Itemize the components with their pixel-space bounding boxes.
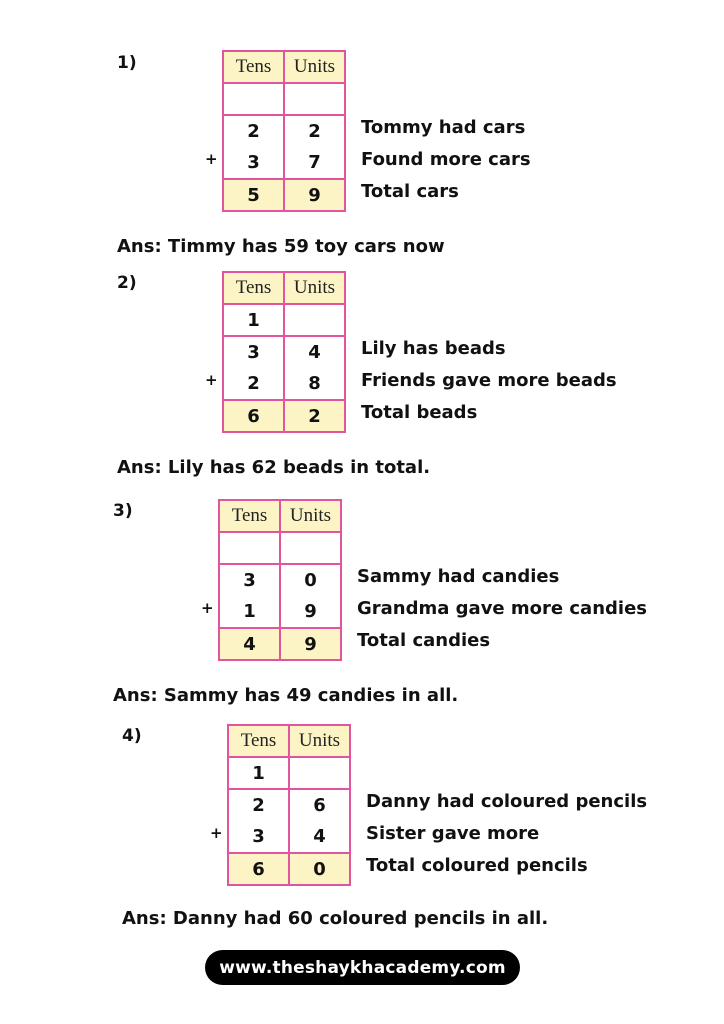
carry-tens: 1 <box>247 309 260 331</box>
place-value-table <box>227 724 351 886</box>
place-value-table <box>222 271 346 433</box>
tens-header: Tens <box>240 730 277 751</box>
units-column <box>283 116 344 178</box>
addend2-label: Friends gave more beads <box>361 370 617 391</box>
addend2-units: 4 <box>313 825 326 847</box>
addend1-label: Lily has beads <box>361 338 506 359</box>
header-row <box>224 52 344 82</box>
total-units: 2 <box>283 401 344 431</box>
units-header: Units <box>283 273 344 303</box>
header-row <box>224 273 344 303</box>
place-value-table <box>222 50 346 212</box>
addend1-tens: 2 <box>247 120 260 142</box>
total-tens: 4 <box>243 633 256 655</box>
plus-sign: + <box>205 150 218 168</box>
carry-row <box>224 303 344 335</box>
units-header: Units <box>288 726 349 756</box>
addend2-label: Found more cars <box>361 149 531 170</box>
carry-row <box>229 756 349 788</box>
addend2-label: Grandma gave more candies <box>357 598 647 619</box>
total-tens: 6 <box>252 858 265 880</box>
total-row <box>229 852 349 884</box>
place-value-table <box>218 499 342 661</box>
carry-units <box>283 84 344 114</box>
units-column <box>279 565 340 627</box>
addend1-tens: 2 <box>252 794 265 816</box>
answer-text: Ans: Lily has 62 beads in total. <box>117 457 431 478</box>
addends-row <box>224 335 344 399</box>
tens-column <box>224 116 283 178</box>
website-link[interactable]: www.theshaykhacademy.com <box>205 950 520 985</box>
answer-text: Ans: Danny had 60 coloured pencils in all. <box>122 908 549 929</box>
addends-row <box>224 114 344 178</box>
total-row <box>224 178 344 210</box>
carry-row <box>224 82 344 114</box>
total-label: Total cars <box>361 181 459 202</box>
carry-row <box>220 531 340 563</box>
addend2-units: 7 <box>308 151 321 173</box>
question-number: 1) <box>117 53 137 73</box>
addend1-label: Tommy had cars <box>361 117 526 138</box>
question-number: 4) <box>122 726 142 746</box>
carry-tens <box>224 84 283 114</box>
addends-row <box>220 563 340 627</box>
plus-sign: + <box>201 599 214 617</box>
addend1-units: 4 <box>308 341 321 363</box>
total-tens: 6 <box>247 405 260 427</box>
addend1-units: 0 <box>304 569 317 591</box>
total-label: Total candies <box>357 630 491 651</box>
addend2-units: 8 <box>308 372 321 394</box>
units-header: Units <box>283 52 344 82</box>
total-label: Total coloured pencils <box>366 855 588 876</box>
carry-tens <box>220 533 279 563</box>
addend1-tens: 3 <box>247 341 260 363</box>
addend2-tens: 1 <box>243 600 256 622</box>
addend1-tens: 3 <box>243 569 256 591</box>
addend2-tens: 2 <box>247 372 260 394</box>
tens-header: Tens <box>231 505 268 526</box>
carry-units <box>279 533 340 563</box>
total-row <box>224 399 344 431</box>
units-column <box>288 790 349 852</box>
addend2-tens: 3 <box>252 825 265 847</box>
tens-header: Tens <box>235 277 272 298</box>
addend1-units: 2 <box>308 120 321 142</box>
question-number: 3) <box>113 501 133 521</box>
plus-sign: + <box>205 371 218 389</box>
addend2-tens: 3 <box>247 151 260 173</box>
total-units: 9 <box>279 629 340 659</box>
addend1-label: Sammy had candies <box>357 566 560 587</box>
tens-header: Tens <box>235 56 272 77</box>
units-column <box>283 337 344 399</box>
header-row <box>229 726 349 756</box>
total-row <box>220 627 340 659</box>
tens-column <box>224 337 283 399</box>
addend2-label: Sister gave more <box>366 823 540 844</box>
total-units: 9 <box>283 180 344 210</box>
header-row <box>220 501 340 531</box>
total-label: Total beads <box>361 402 478 423</box>
tens-column <box>220 565 279 627</box>
total-tens: 5 <box>247 184 260 206</box>
carry-units <box>283 305 344 335</box>
units-header: Units <box>279 501 340 531</box>
plus-sign: + <box>210 824 223 842</box>
addends-row <box>229 788 349 852</box>
question-number: 2) <box>117 273 137 293</box>
tens-column <box>229 790 288 852</box>
addend2-units: 9 <box>304 600 317 622</box>
addend1-label: Danny had coloured pencils <box>366 791 648 812</box>
addend1-units: 6 <box>313 794 326 816</box>
answer-text: Ans: Sammy has 49 candies in all. <box>113 685 459 706</box>
carry-units <box>288 758 349 788</box>
total-units: 0 <box>288 854 349 884</box>
answer-text: Ans: Timmy has 59 toy cars now <box>117 236 445 257</box>
carry-tens: 1 <box>252 762 265 784</box>
